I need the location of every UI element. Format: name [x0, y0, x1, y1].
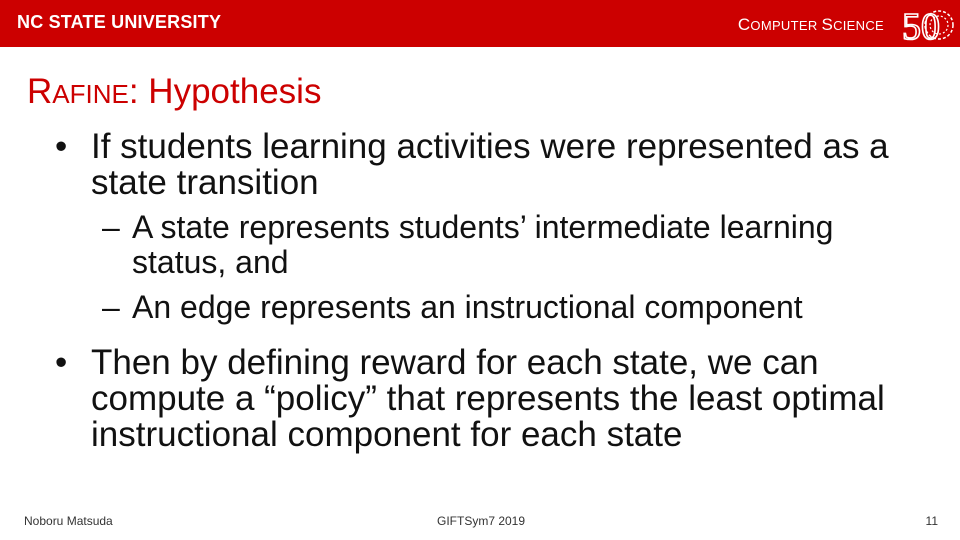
title-rest: : Hypothesis [128, 72, 322, 111]
header-bar [0, 0, 960, 47]
sub-bullet-1-symbol: – [102, 209, 120, 245]
dept-rest-2: CIENCE [833, 18, 884, 33]
footer-author: Noboru Matsuda [24, 514, 113, 528]
sub-bullet-2-symbol: – [102, 289, 120, 325]
bullet-1 [55, 127, 931, 202]
bullet-1-text: If students learning activities were represented as a state transition [91, 127, 889, 202]
bullet-2-symbol: • [55, 343, 68, 382]
footer-event: GIFTSym7 2019 [437, 514, 526, 528]
sub-bullet-2 [102, 289, 932, 325]
sub-bullet-2-text: An edge represents an instructional component [132, 289, 803, 325]
title-smallcaps: AFINE [52, 79, 129, 109]
page-number: 11 [925, 514, 938, 528]
anniversary-number: 50 [902, 6, 940, 45]
title-initial: R [27, 72, 53, 111]
bullet-1-symbol: • [55, 127, 68, 166]
slide-title [27, 72, 321, 112]
anniversary-50-logo [902, 3, 954, 45]
bullet-2 [55, 343, 931, 454]
department-name [738, 15, 884, 35]
bullet-2-text: Then by defining reward for each state, we can compute a “policy” that represents the least optimal instructional component for each state [91, 343, 885, 454]
dept-initial-2: S [821, 15, 834, 34]
dept-initial-1: C [737, 15, 751, 34]
sub-bullet-1-text: A state represents students’ intermediate learning status, and [132, 209, 834, 280]
university-logo: NC STATE UNIVERSITY [17, 12, 222, 32]
sub-bullet-1 [102, 209, 932, 280]
dept-rest-1: OMPUTER [750, 18, 822, 33]
